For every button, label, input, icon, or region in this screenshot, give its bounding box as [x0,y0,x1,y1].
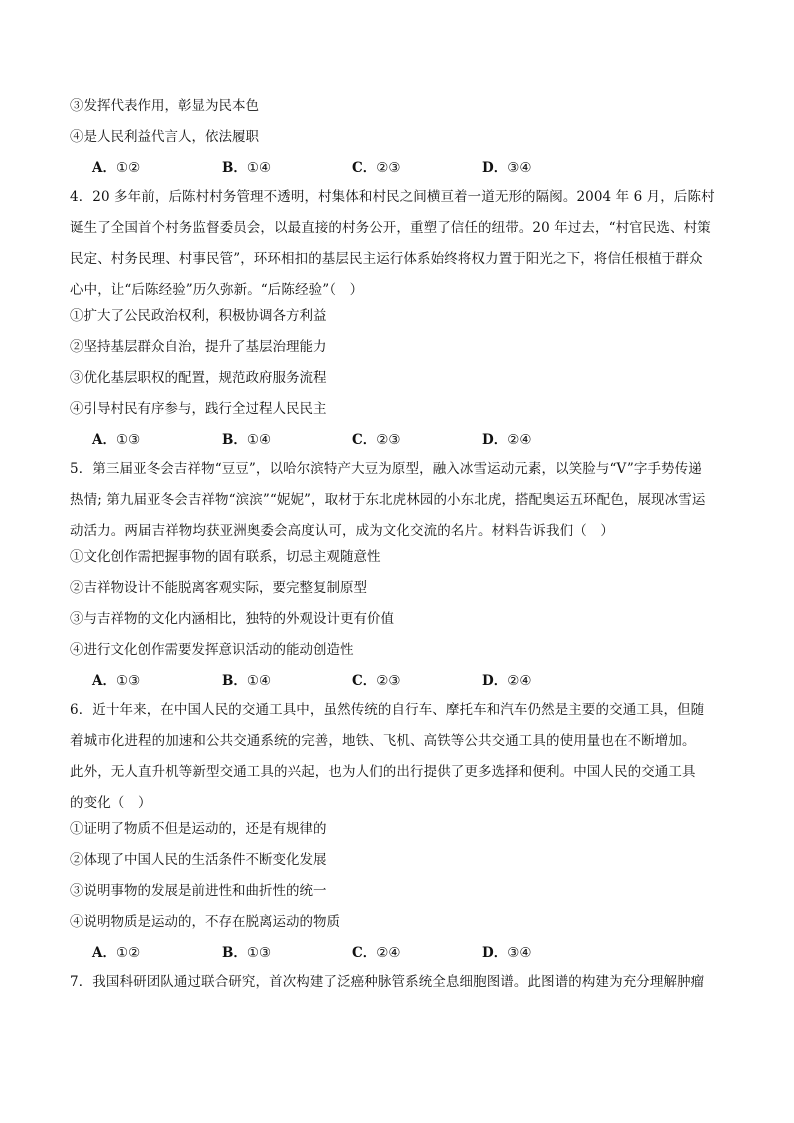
question-stem [70,182,730,306]
choice-c[interactable]: C．②③ [352,160,401,176]
choice-c[interactable]: C．②③ [352,432,401,448]
question-6 [70,695,730,963]
choice-c[interactable]: C．②④ [352,945,401,961]
exam-page [70,96,730,998]
question-stem [70,967,730,998]
choice-b[interactable]: B．①③ [222,945,272,961]
choice-c[interactable]: C．②③ [352,673,401,689]
question-7 [70,967,730,998]
choice-b[interactable]: B．①④ [222,673,272,689]
option-item: ③优化基层职权的配置，规范政府服务流程 [70,370,327,386]
question-stem [70,695,730,819]
question-3-tail [70,96,730,178]
choice-d[interactable]: D．②④ [482,673,532,689]
question-stem [70,454,730,547]
option-item: ①文化创作需把握事物的固有联系，切忌主观随意性 [70,549,381,565]
option-item: ④说明物质是运动的，不存在脱离运动的物质 [70,914,340,930]
stem-line: 着城市化进程的加速和公共交通系统的完善，地铁、飞机、高铁等公共交通工具的使用量也在不断增加。 [70,733,696,749]
choice-a[interactable]: A．①② [92,160,141,176]
option-item: ④引导村民有序参与，践行全过程人民民主 [70,401,327,417]
stem-line: 热情; 第九届亚冬会吉祥物“滨滨”“妮妮”，取材于东北虎林园的小东北虎，搭配奥运五环配色，展现冰雪运 [70,492,706,508]
stem-line: 心中，让“后陈经验”历久弥新。“后陈经验”（ ） [70,282,364,298]
choice-d[interactable]: D．②④ [482,432,532,448]
option-item: ②坚持基层群众自治，提升了基层治理能力 [70,339,327,355]
answer-choices [92,430,730,450]
stem-line: 5．第三届亚冬会吉祥物“豆豆”，以哈尔滨特产大豆为原型，融入冰雪运动元素，以笑脸与“V”字手势传递 [70,461,702,477]
answer-choices [92,943,730,963]
option-item: ②吉祥物设计不能脱离客观实际，要完整复制原型 [70,580,367,596]
option-item: ④是人民利益代言人，依法履职 [70,129,259,145]
stem-line: 此外，无人直升机等新型交通工具的兴起，也为人们的出行提供了更多选择和便利。中国人民的交通工具 [70,764,696,780]
option-item: ③说明事物的发展是前进性和曲折性的统一 [70,883,327,899]
stem-line: 7．我国科研团队通过联合研究，首次构建了泛癌种脉管系统全息细胞图谱。此图谱的构建为充分理解肿瘤 [70,974,705,990]
choice-b[interactable]: B．①④ [222,432,272,448]
option-item: ①扩大了公民政治权利，积极协调各方利益 [70,308,327,324]
stem-line: 诞生了全国首个村务监督委员会，以最直接的村务公开，重塑了信任的纽带。20 年过去，“村官民选、村策 [70,220,711,236]
option-item: ①证明了物质不但是运动的，还是有规律的 [70,821,327,837]
choice-d[interactable]: D．③④ [482,945,532,961]
choice-a[interactable]: A．①② [92,945,141,961]
choice-a[interactable]: A．①③ [92,673,141,689]
option-item: ②体现了中国人民的生活条件不断变化发展 [70,852,327,868]
stem-line: 动活力。两届吉祥物均获亚洲奥委会高度认可，成为文化交流的名片。材料告诉我们（ ） [70,523,614,539]
question-4 [70,182,730,450]
stem-line: 的变化（ ） [70,795,152,811]
question-5 [70,454,730,691]
choice-b[interactable]: B．①④ [222,160,272,176]
option-item: ③发挥代表作用，彰显为民本色 [70,98,259,114]
option-item: ③与吉祥物的文化内涵相比，独特的外观设计更有价值 [70,611,394,627]
answer-choices [92,158,730,178]
choice-a[interactable]: A．①③ [92,432,141,448]
stem-line: 6．近十年来，在中国人民的交通工具中，虽然传统的自行车、摩托车和汽车仍然是主要的交通工具，但随 [70,702,705,718]
option-item: ④进行文化创作需要发挥意识活动的能动创造性 [70,642,354,658]
choice-d[interactable]: D．③④ [482,160,532,176]
stem-line: 4．20 多年前，后陈村村务管理不透明，村集体和村民之间横亘着一道无形的隔阂。2004 年 6 月，后陈村 [70,189,715,205]
stem-line: 民定、村务民理、村事民管”，环环相扣的基层民主运行体系始终将权力置于阳光之下，将信任根植于群众 [70,251,703,267]
answer-choices [92,671,730,691]
